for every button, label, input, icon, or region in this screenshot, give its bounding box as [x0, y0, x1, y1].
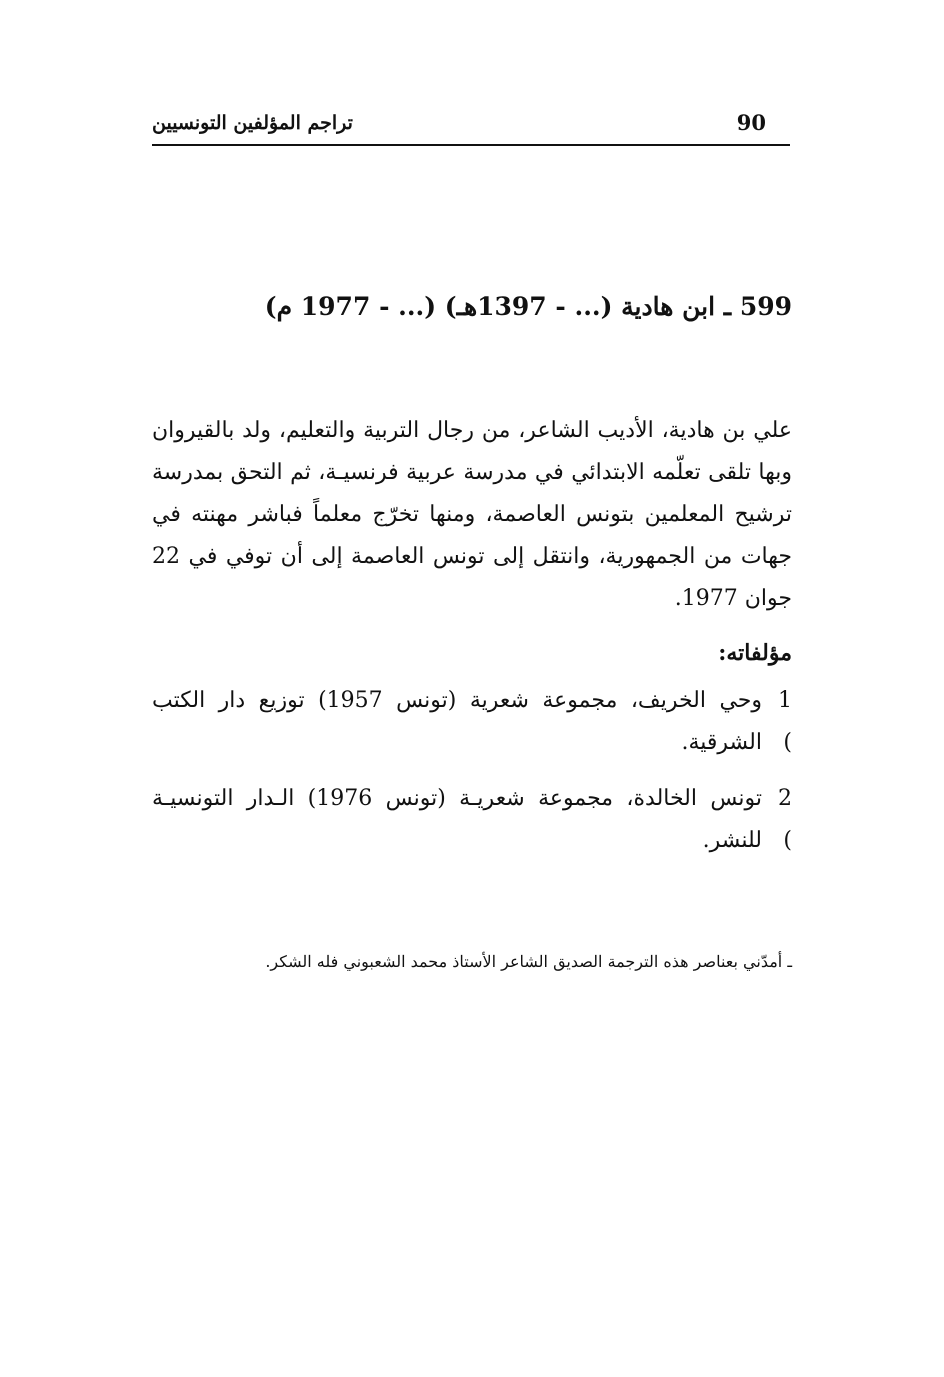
entry-biography: علي بن هادية، الأديب الشاعر، من رجال التربية والتعليم، ولد بالقيروان وبها تلقى تعلّمه الابتدائي في مدرسة عربية فرنسيـة، ثم التحق بمدرسة ترشيح المعلمين بتونس العاصمة، ومنها تخرّج معلماً فباشر مهنته في جهات من الجمهورية، وانتقل إلى تونس العاصمة إلى أن توفي في 22 جوان 1977. [152, 418, 792, 611]
work-number: 1 ) [778, 688, 792, 755]
page-number: 90 [736, 110, 766, 135]
work-text: تونس الخالدة، مجموعة شعريـة (تونس 1976) الـدار التونسيـة للنشر. [152, 786, 763, 853]
work-number: 2 ) [778, 786, 792, 853]
page-header [152, 108, 790, 146]
footnote: ـ أمدّني بعناصر هذه الترجمة الصديق الشاعر الأستاذ محمد الشعبوني فله الشكر. [265, 952, 792, 971]
work-text: وحي الخريف، مجموعة شعرية (تونس 1957) توزيع دار الكتب الشرقية. [152, 688, 763, 755]
list-item [152, 778, 792, 862]
works-list [152, 680, 792, 876]
running-header-title: تراجم المؤلفين التونسيين [152, 112, 353, 134]
entry-title: 599 ـ ابن هادية (... - 1397هـ) (... - 1977 م) [264, 292, 792, 321]
list-item [152, 680, 792, 764]
works-heading: مؤلفاته: [718, 640, 792, 666]
